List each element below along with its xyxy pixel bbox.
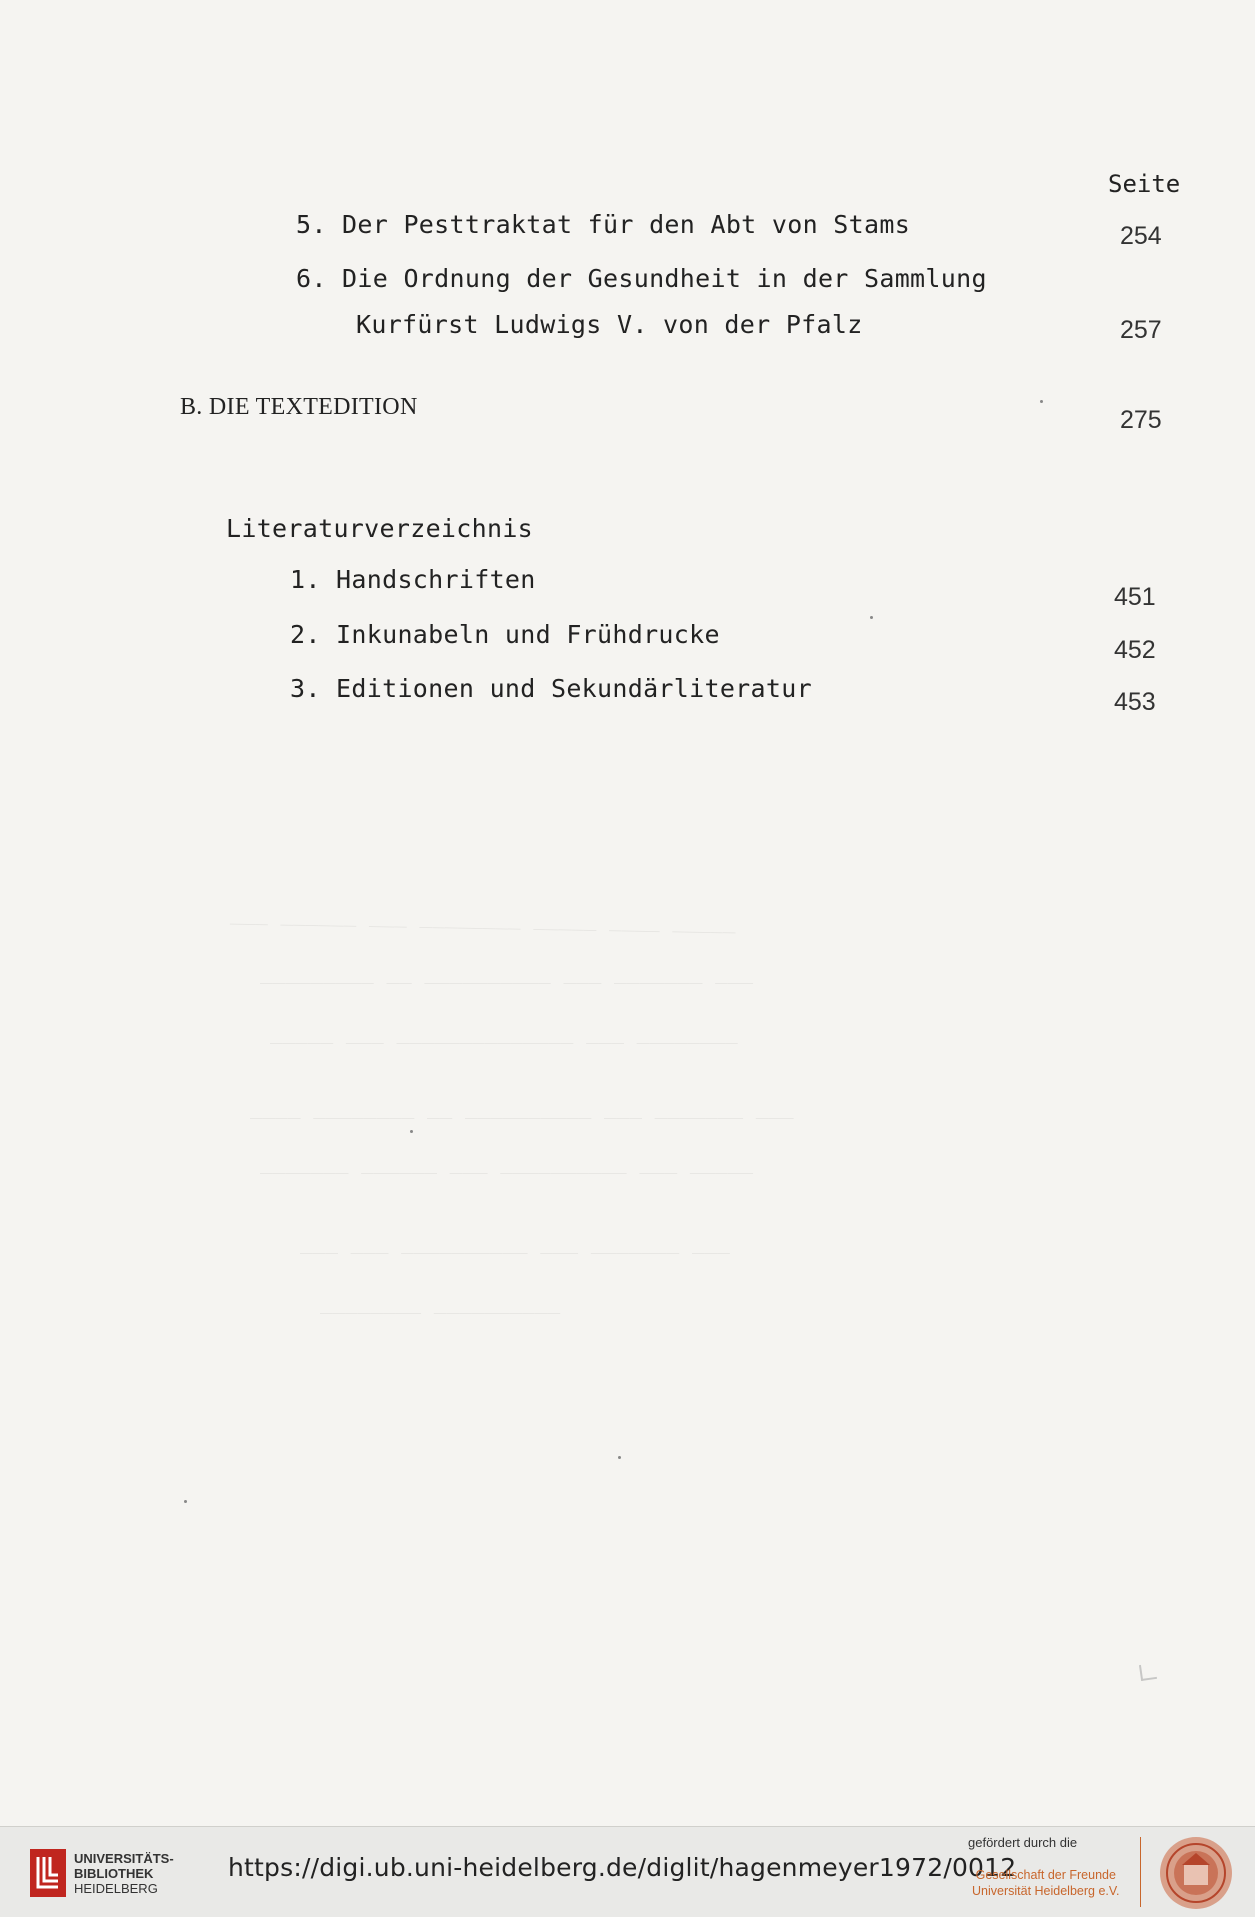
toc-section-b-text: B. DIE TEXTEDITION: [180, 394, 418, 420]
library-name-line1: UNIVERSITÄTS-: [74, 1851, 174, 1866]
footer-divider: [1140, 1837, 1141, 1907]
library-name: [74, 1851, 174, 1896]
funded-by-label: gefördert durch die: [968, 1835, 1078, 1850]
toc-lit-1-page: 451: [1114, 583, 1156, 611]
library-name-line3: HEIDELBERG: [74, 1881, 158, 1896]
scan-speck: [870, 616, 873, 619]
library-logo-icon: [28, 1847, 68, 1899]
scan-speck: [410, 1130, 413, 1133]
toc-entry-6-page: 257: [1120, 316, 1162, 344]
society-name-line1: Gesellschaft der Freunde: [975, 1868, 1116, 1882]
viewer-footer: [0, 1826, 1255, 1917]
toc-entry-6-text: 6. Die Ordnung der Gesundheit in der Sammlung: [296, 264, 987, 293]
society-name: [972, 1867, 1120, 1899]
scan-speck: [1040, 400, 1043, 403]
toc-lit-1-text: 1. Handschriften: [290, 565, 536, 594]
scan-speck: [618, 1456, 621, 1459]
scan-mark: [1139, 1663, 1157, 1681]
society-name-line2: Universität Heidelberg e.V.: [972, 1884, 1120, 1898]
permalink-url[interactable]: https://digi.ub.uni-heidelberg.de/diglit/hagenmeyer1972/0012: [228, 1853, 1017, 1882]
university-seal-icon: [1158, 1835, 1234, 1911]
toc-entry-5-text: 5. Der Pesttraktat für den Abt von Stams: [296, 210, 911, 239]
toc-lit-2-page: 452: [1114, 636, 1156, 664]
scanned-page: _____ ____ _____ ________ ___ ______ ___ ___ _______ ___ __________ __ _________ ________ ___ ______________ ___ _____ ___ _______ ___ __________ __ ________ ____ _____ ___ __________ ___ ______ _______ ___ _______ ___ __________ ___ ___ __________ ________ Seite 5. Der Pesttraktat für den Abt von Stams 254 6. Die Ordnung der Gesundheit in der Sammlung Kurfürst Ludwigs V. von der Pfalz 257 B. DIE TEXTEDITION 275 Literaturverzeichnis 1. Handschriften 451 2. Inkunabeln und Frühdrucke 452 3. Editionen und Sekundärliteratur 453: [0, 0, 1255, 1826]
toc-lit-3-page: 453: [1114, 688, 1156, 716]
scan-speck: [184, 1500, 187, 1503]
seite-heading: Seite: [1108, 170, 1181, 198]
toc-entry-5-page: 254: [1120, 222, 1162, 250]
toc-entry-6-line2: Kurfürst Ludwigs V. von der Pfalz: [356, 310, 863, 339]
toc-lit-2-text: 2. Inkunabeln und Frühdrucke: [290, 620, 720, 649]
toc-literature-heading: Literaturverzeichnis: [226, 514, 534, 543]
toc-section-b-page: 275: [1120, 406, 1162, 434]
toc-lit-3-text: 3. Editionen und Sekundärliteratur: [290, 674, 812, 703]
library-name-line2: BIBLIOTHEK: [74, 1866, 154, 1881]
